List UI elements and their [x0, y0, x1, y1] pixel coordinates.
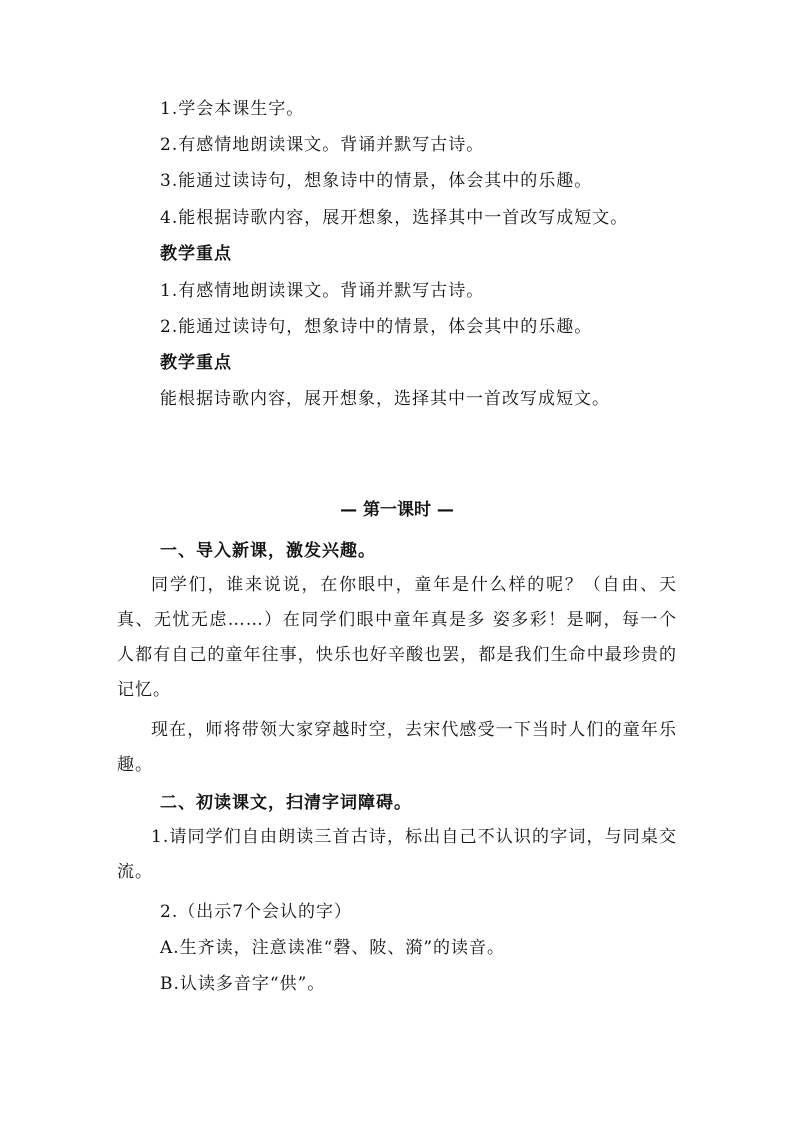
objective-1: 1.学会本课生字。 — [160, 99, 305, 119]
objective-3: 3.能通过读诗句，想象诗中的情景，体会其中的乐趣。 — [160, 171, 593, 191]
difficult-point-1: 能根据诗歌内容，展开想象，选择其中一首改写成短文。 — [160, 389, 610, 409]
objective-4: 4.能根据诗歌内容，展开想象，选择其中一首改写成短文。 — [160, 208, 629, 228]
lesson-title: — 第一课时 — — [340, 500, 454, 520]
section2-paragraph-1: 1.请同学们自由朗读三首古诗，标出自己不认识的字词，与同桌交流。 — [117, 827, 677, 882]
key-point-1: 1.有感情地朗读课文。背诵并默写古诗。 — [160, 281, 485, 301]
section1-paragraph-1: 同学们，谁来说说，在你眼中，童年是什么样的呢？（自由、天真、无忧无虑……）在同学们眼中童年真是多 姿多彩！是啊，每一个人都有自己的童年往事，快乐也好辛酸也罢，都是我们生命中最珍贵的记忆。 — [117, 575, 677, 700]
section1-paragraph-2: 现在，师将带领大家穿越时空，去宋代感受一下当时人们的童年乐趣。 — [117, 720, 677, 775]
key-point-2: 2.能通过读诗句，想象诗中的情景，体会其中的乐趣。 — [160, 317, 593, 337]
section2-item-b: B.认读多音字“供”。 — [160, 974, 326, 994]
section2-item-2: 2.（出示7个会认的字） — [160, 902, 353, 922]
section2-heading: 二、初读课文，扫清字词障碍。 — [160, 793, 412, 813]
difficult-points-heading: 教学重点 — [160, 353, 232, 373]
section2-item-a: A.生齐读，注意读准“磬、陂、漪”的读音。 — [160, 938, 506, 958]
objective-2: 2.有感情地朗读课文。背诵并默写古诗。 — [160, 135, 485, 155]
section1-heading: 一、导入新课，激发兴趣。 — [160, 541, 376, 561]
key-points-heading: 教学重点 — [160, 244, 232, 264]
